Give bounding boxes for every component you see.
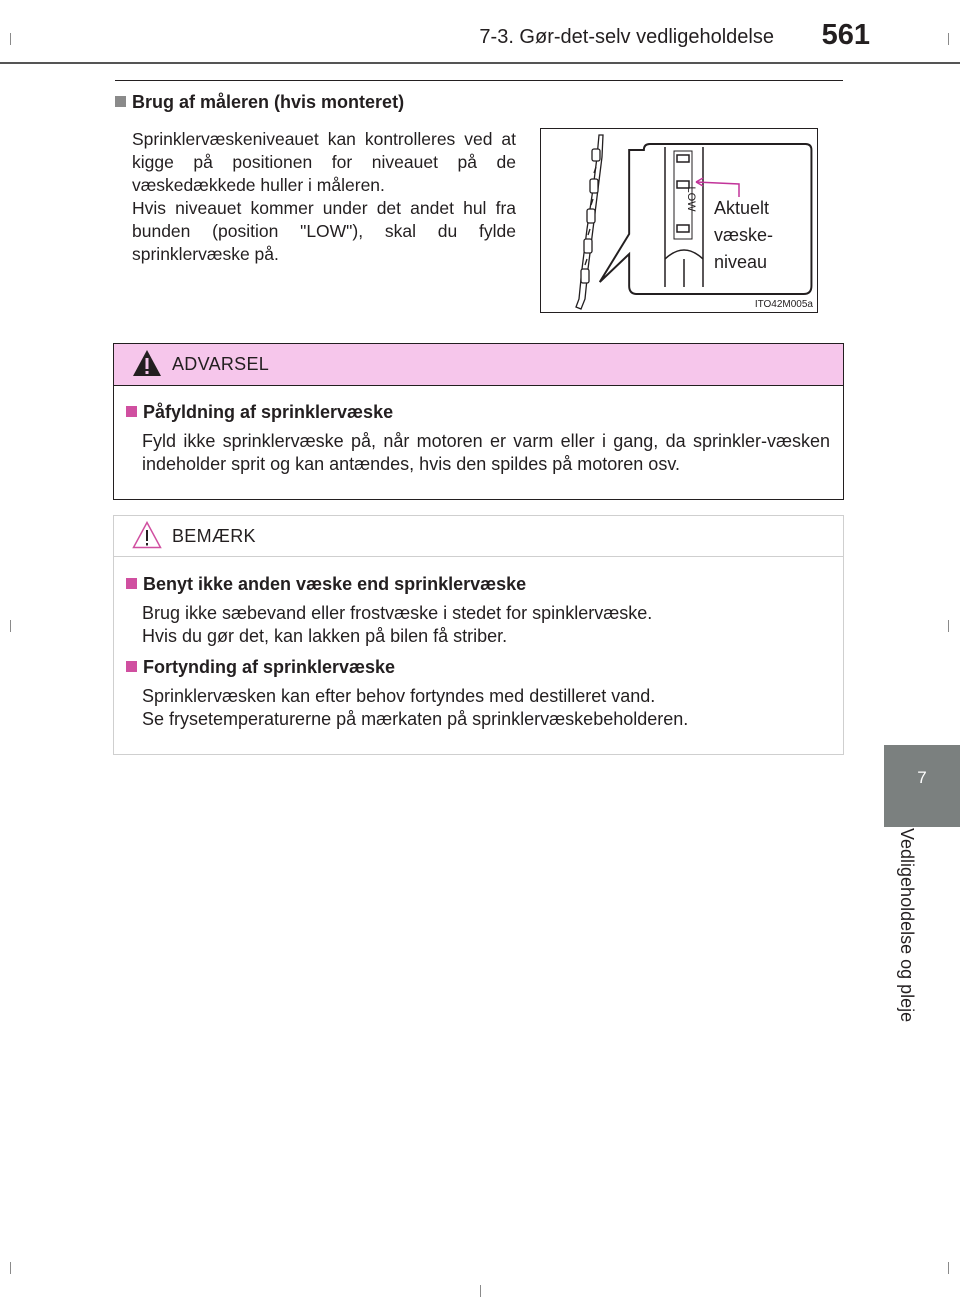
note-item-text: Brug ikke sæbevand eller frostvæske i stedet for spinklervæske. Hvis du gør det, kan lakken på bilen få striber. [142,603,653,646]
caution-triangle-outline-icon [132,521,162,549]
warning-box [113,343,844,500]
chapter-label-container [888,828,928,1058]
warning-item-text: Fyld ikke sprinklervæske på, når motoren er varm eller i gang, da sprinkler-væsken indeholder sprit og kan antændes, hvis den spildes på motoren osv. [142,431,830,474]
crop-mark [948,620,949,632]
note-box [113,515,844,755]
warning-title: ADVARSEL [172,354,270,374]
note-header [114,516,843,557]
crop-mark [948,33,949,45]
section-paragraph: Hvis niveauet kommer under det andet hul fra bunden (position "LOW"), skal du fylde sprinklervæske på. [132,198,516,264]
section-heading: Brug af måleren (hvis monteret) [115,92,404,113]
crop-mark [480,1285,481,1297]
note-item-heading: Benyt ikke anden væske end sprinklervæske [126,574,526,595]
dipstick-gauge-drawing [541,129,817,312]
note-item-heading: Fortynding af sprinklervæske [126,657,395,678]
square-bullet-icon [126,661,137,672]
header-rule [0,62,960,64]
square-bullet-icon [115,96,126,107]
warning-header [114,344,843,386]
crop-mark [10,1262,11,1274]
current-level-label: Aktuelt væske- niveau [714,198,774,272]
figure-code: ITO42M005a [754,299,813,310]
section-paragraph: Sprinklervæskeniveauet kan kontrolleres ved at kigge på positionen for niveauet på de væskedækkede huller i måleren. [132,129,516,195]
gauge-illustration [540,128,818,313]
note-item-text: Sprinklervæsken kan efter behov fortyndes med destilleret vand. Se frysetemperaturerne på mærkaten på sprinklervæskebeholderen. [142,686,689,729]
note-title: BEMÆRK [172,526,256,546]
square-bullet-icon [126,406,137,417]
crop-mark [10,620,11,632]
chapter-label: Vedligeholdelse og pleje [897,828,917,1023]
section-rule [115,80,843,81]
warning-triangle-icon [132,349,162,377]
running-header-title: 7-3. Gør-det-selv vedligeholdelse [479,26,774,48]
gauge-low-text: LOW [685,186,697,212]
page-number: 561 [821,19,870,51]
warning-item-heading: Påfyldning af sprinklervæske [126,402,393,423]
crop-mark [10,33,11,45]
section-body [132,128,516,266]
chapter-number: 7 [917,768,927,787]
crop-mark [948,1262,949,1274]
square-bullet-icon [126,578,137,589]
